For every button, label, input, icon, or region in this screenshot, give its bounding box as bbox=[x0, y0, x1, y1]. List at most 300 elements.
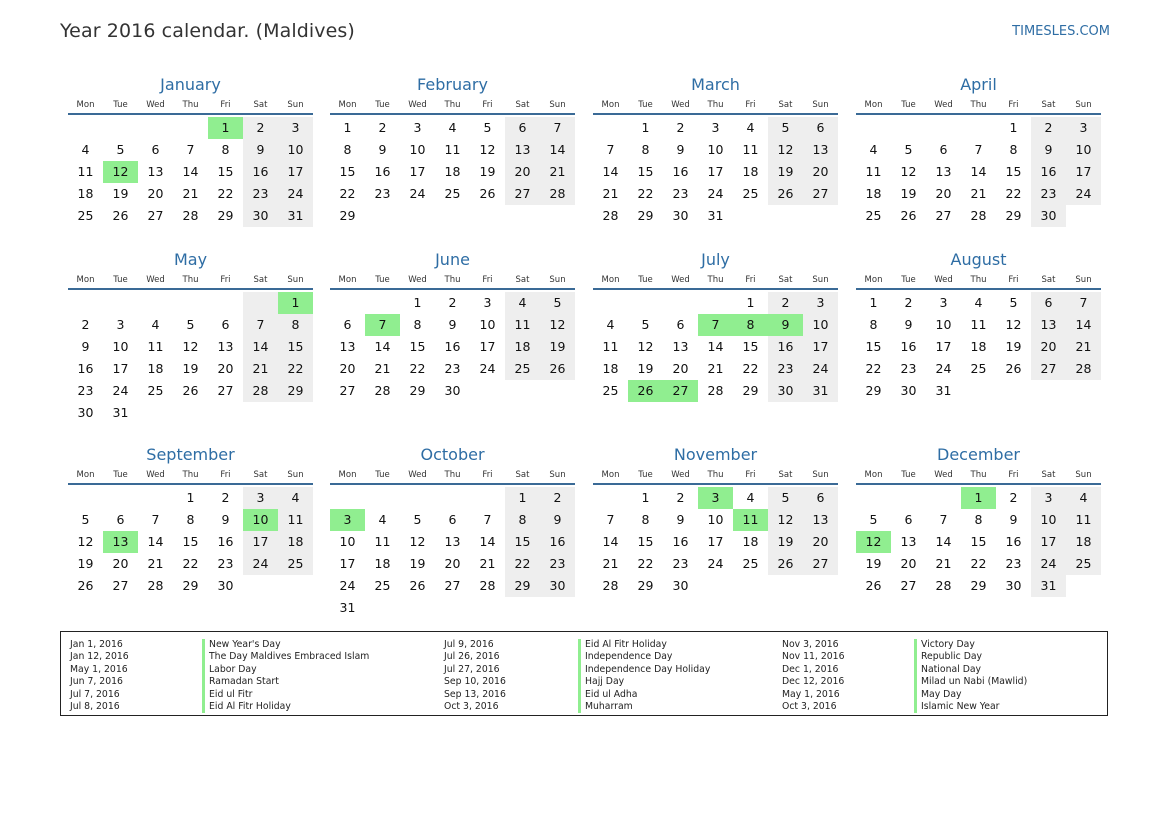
calendar-day[interactable]: 14 bbox=[540, 139, 575, 161]
calendar-day[interactable]: 18 bbox=[742, 534, 759, 549]
calendar-day[interactable]: 12 bbox=[768, 509, 803, 531]
calendar-day[interactable]: 18 bbox=[1066, 531, 1101, 553]
calendar-day[interactable]: 17 bbox=[935, 339, 952, 354]
calendar-day[interactable]: 3 bbox=[243, 487, 278, 509]
calendar-day[interactable]: 19 bbox=[900, 186, 917, 201]
calendar-day[interactable]: 30 bbox=[217, 578, 234, 593]
calendar-day[interactable]: 4 bbox=[1066, 487, 1101, 509]
calendar-day[interactable]: 22 bbox=[742, 361, 759, 376]
calendar-day[interactable]: 21 bbox=[602, 556, 619, 571]
calendar-day[interactable]: 13 bbox=[900, 534, 917, 549]
calendar-day[interactable]: 24 bbox=[707, 556, 724, 571]
calendar-day[interactable]: 12 bbox=[900, 164, 917, 179]
calendar-day[interactable]: 14 bbox=[147, 534, 164, 549]
calendar-day[interactable]: 23 bbox=[900, 361, 917, 376]
calendar-day[interactable]: 11 bbox=[865, 164, 882, 179]
calendar-day[interactable]: 11 bbox=[602, 339, 619, 354]
calendar-day[interactable]: 6 bbox=[221, 317, 230, 332]
calendar-day[interactable]: 21 bbox=[479, 556, 496, 571]
calendar-day[interactable]: 30 bbox=[672, 208, 689, 223]
calendar-day[interactable]: 28 bbox=[602, 578, 619, 593]
calendar-day[interactable]: 11 bbox=[1066, 509, 1101, 531]
calendar-day[interactable]: 12 bbox=[637, 339, 654, 354]
calendar-day[interactable]: 2 bbox=[768, 292, 803, 314]
calendar-day[interactable]: 14 bbox=[243, 336, 278, 358]
calendar-day[interactable]: 1 bbox=[1009, 120, 1018, 135]
calendar-day[interactable]: 29 bbox=[865, 383, 882, 398]
holiday-day[interactable]: 3 bbox=[330, 509, 365, 531]
calendar-day[interactable]: 9 bbox=[243, 139, 278, 161]
calendar-day[interactable]: 22 bbox=[1005, 186, 1022, 201]
calendar-day[interactable]: 13 bbox=[803, 509, 838, 531]
calendar-day[interactable]: 25 bbox=[865, 208, 882, 223]
calendar-day[interactable]: 4 bbox=[974, 295, 983, 310]
calendar-day[interactable]: 15 bbox=[637, 534, 654, 549]
calendar-day[interactable]: 20 bbox=[147, 186, 164, 201]
calendar-day[interactable]: 2 bbox=[1031, 117, 1066, 139]
calendar-day[interactable]: 26 bbox=[77, 578, 94, 593]
calendar-day[interactable]: 28 bbox=[970, 208, 987, 223]
calendar-day[interactable]: 12 bbox=[768, 139, 803, 161]
calendar-day[interactable]: 28 bbox=[540, 183, 575, 205]
calendar-day[interactable]: 6 bbox=[343, 317, 352, 332]
calendar-day[interactable]: 13 bbox=[935, 164, 952, 179]
calendar-day[interactable]: 22 bbox=[970, 556, 987, 571]
calendar-day[interactable]: 9 bbox=[378, 142, 387, 157]
calendar-day[interactable]: 28 bbox=[602, 208, 619, 223]
calendar-day[interactable]: 3 bbox=[116, 317, 125, 332]
holiday-day[interactable]: 1 bbox=[278, 292, 313, 314]
calendar-day[interactable]: 2 bbox=[676, 120, 685, 135]
calendar-day[interactable]: 26 bbox=[768, 553, 803, 575]
calendar-day[interactable]: 17 bbox=[243, 531, 278, 553]
calendar-day[interactable]: 13 bbox=[339, 339, 356, 354]
calendar-day[interactable]: 29 bbox=[637, 208, 654, 223]
calendar-day[interactable]: 26 bbox=[479, 186, 496, 201]
calendar-day[interactable]: 9 bbox=[904, 317, 913, 332]
calendar-day[interactable]: 6 bbox=[505, 117, 540, 139]
calendar-day[interactable]: 20 bbox=[803, 161, 838, 183]
calendar-day[interactable]: 5 bbox=[81, 512, 90, 527]
calendar-day[interactable]: 12 bbox=[1005, 317, 1022, 332]
calendar-day[interactable]: 13 bbox=[217, 339, 234, 354]
calendar-day[interactable]: 5 bbox=[768, 487, 803, 509]
calendar-day[interactable]: 24 bbox=[803, 358, 838, 380]
calendar-day[interactable]: 7 bbox=[1066, 292, 1101, 314]
calendar-day[interactable]: 7 bbox=[974, 142, 983, 157]
calendar-day[interactable]: 7 bbox=[151, 512, 160, 527]
calendar-day[interactable]: 29 bbox=[1005, 208, 1022, 223]
calendar-day[interactable]: 29 bbox=[217, 208, 234, 223]
calendar-day[interactable]: 25 bbox=[602, 383, 619, 398]
calendar-day[interactable]: 30 bbox=[900, 383, 917, 398]
calendar-day[interactable]: 27 bbox=[217, 383, 234, 398]
calendar-day[interactable]: 25 bbox=[505, 358, 540, 380]
calendar-day[interactable]: 11 bbox=[278, 509, 313, 531]
calendar-day[interactable]: 14 bbox=[707, 339, 724, 354]
calendar-day[interactable]: 4 bbox=[505, 292, 540, 314]
calendar-day[interactable]: 8 bbox=[343, 142, 352, 157]
calendar-day[interactable]: 21 bbox=[1066, 336, 1101, 358]
calendar-day[interactable]: 11 bbox=[742, 142, 759, 157]
holiday-day[interactable]: 8 bbox=[733, 314, 768, 336]
calendar-day[interactable]: 19 bbox=[865, 556, 882, 571]
calendar-day[interactable]: 30 bbox=[1005, 578, 1022, 593]
calendar-day[interactable]: 7 bbox=[606, 142, 615, 157]
calendar-day[interactable]: 8 bbox=[641, 142, 650, 157]
calendar-day[interactable]: 9 bbox=[676, 512, 685, 527]
calendar-day[interactable]: 4 bbox=[278, 487, 313, 509]
calendar-day[interactable]: 13 bbox=[803, 139, 838, 161]
calendar-day[interactable]: 27 bbox=[900, 578, 917, 593]
calendar-day[interactable]: 24 bbox=[935, 361, 952, 376]
calendar-day[interactable]: 20 bbox=[1031, 336, 1066, 358]
calendar-day[interactable]: 28 bbox=[1066, 358, 1101, 380]
calendar-day[interactable]: 27 bbox=[112, 578, 129, 593]
calendar-day[interactable]: 11 bbox=[374, 534, 391, 549]
calendar-day[interactable]: 6 bbox=[151, 142, 160, 157]
calendar-day[interactable]: 18 bbox=[278, 531, 313, 553]
calendar-day[interactable]: 28 bbox=[479, 578, 496, 593]
calendar-day[interactable]: 22 bbox=[182, 556, 199, 571]
calendar-day[interactable]: 15 bbox=[1005, 164, 1022, 179]
calendar-day[interactable]: 26 bbox=[409, 578, 426, 593]
calendar-day[interactable]: 11 bbox=[505, 314, 540, 336]
calendar-day[interactable]: 12 bbox=[409, 534, 426, 549]
calendar-day[interactable]: 3 bbox=[803, 292, 838, 314]
holiday-day[interactable]: 7 bbox=[698, 314, 733, 336]
calendar-day[interactable]: 16 bbox=[1031, 161, 1066, 183]
calendar-day[interactable]: 28 bbox=[147, 578, 164, 593]
calendar-day[interactable]: 28 bbox=[243, 380, 278, 402]
calendar-day[interactable]: 2 bbox=[378, 120, 387, 135]
calendar-day[interactable]: 12 bbox=[540, 314, 575, 336]
calendar-day[interactable]: 13 bbox=[147, 164, 164, 179]
calendar-day[interactable]: 30 bbox=[243, 205, 278, 227]
calendar-day[interactable]: 9 bbox=[81, 339, 90, 354]
calendar-day[interactable]: 6 bbox=[116, 512, 125, 527]
calendar-day[interactable]: 23 bbox=[217, 556, 234, 571]
calendar-day[interactable]: 10 bbox=[707, 512, 724, 527]
calendar-day[interactable]: 24 bbox=[409, 186, 426, 201]
calendar-day[interactable]: 15 bbox=[278, 336, 313, 358]
calendar-day[interactable]: 12 bbox=[182, 339, 199, 354]
calendar-day[interactable]: 16 bbox=[540, 531, 575, 553]
calendar-day[interactable]: 11 bbox=[970, 317, 987, 332]
calendar-day[interactable]: 8 bbox=[1009, 142, 1018, 157]
calendar-day[interactable]: 20 bbox=[339, 361, 356, 376]
calendar-day[interactable]: 31 bbox=[112, 405, 129, 420]
calendar-day[interactable]: 23 bbox=[77, 383, 94, 398]
calendar-day[interactable]: 30 bbox=[77, 405, 94, 420]
calendar-day[interactable]: 10 bbox=[1066, 139, 1101, 161]
calendar-day[interactable]: 21 bbox=[243, 358, 278, 380]
calendar-day[interactable]: 29 bbox=[637, 578, 654, 593]
calendar-day[interactable]: 20 bbox=[505, 161, 540, 183]
calendar-day[interactable]: 10 bbox=[479, 317, 496, 332]
calendar-day[interactable]: 15 bbox=[339, 164, 356, 179]
holiday-day[interactable]: 1 bbox=[961, 487, 996, 509]
calendar-day[interactable]: 20 bbox=[444, 556, 461, 571]
calendar-day[interactable]: 26 bbox=[768, 183, 803, 205]
calendar-day[interactable]: 18 bbox=[970, 339, 987, 354]
calendar-day[interactable]: 16 bbox=[217, 534, 234, 549]
calendar-day[interactable]: 1 bbox=[343, 120, 352, 135]
calendar-day[interactable]: 21 bbox=[182, 186, 199, 201]
calendar-day[interactable]: 7 bbox=[483, 512, 492, 527]
calendar-day[interactable]: 5 bbox=[1009, 295, 1018, 310]
calendar-day[interactable]: 31 bbox=[803, 380, 838, 402]
calendar-day[interactable]: 23 bbox=[374, 186, 391, 201]
calendar-day[interactable]: 21 bbox=[540, 161, 575, 183]
calendar-day[interactable]: 1 bbox=[505, 487, 540, 509]
calendar-day[interactable]: 4 bbox=[81, 142, 90, 157]
calendar-day[interactable]: 14 bbox=[182, 164, 199, 179]
calendar-day[interactable]: 27 bbox=[935, 208, 952, 223]
calendar-day[interactable]: 7 bbox=[243, 314, 278, 336]
calendar-day[interactable]: 23 bbox=[444, 361, 461, 376]
calendar-day[interactable]: 18 bbox=[77, 186, 94, 201]
calendar-day[interactable]: 2 bbox=[221, 490, 230, 505]
calendar-day[interactable]: 1 bbox=[186, 490, 195, 505]
calendar-day[interactable]: 24 bbox=[479, 361, 496, 376]
calendar-day[interactable]: 18 bbox=[602, 361, 619, 376]
calendar-day[interactable]: 25 bbox=[147, 383, 164, 398]
calendar-day[interactable]: 3 bbox=[278, 117, 313, 139]
calendar-day[interactable]: 10 bbox=[112, 339, 129, 354]
calendar-day[interactable]: 19 bbox=[540, 336, 575, 358]
calendar-day[interactable]: 14 bbox=[602, 534, 619, 549]
calendar-day[interactable]: 3 bbox=[413, 120, 422, 135]
site-link[interactable]: TIMESLES.COM bbox=[1012, 24, 1110, 39]
calendar-day[interactable]: 7 bbox=[606, 512, 615, 527]
calendar-day[interactable]: 5 bbox=[186, 317, 195, 332]
calendar-day[interactable]: 16 bbox=[768, 336, 803, 358]
calendar-day[interactable]: 18 bbox=[374, 556, 391, 571]
calendar-day[interactable]: 5 bbox=[904, 142, 913, 157]
calendar-day[interactable]: 20 bbox=[217, 361, 234, 376]
calendar-day[interactable]: 17 bbox=[479, 339, 496, 354]
calendar-day[interactable]: 27 bbox=[803, 553, 838, 575]
calendar-day[interactable]: 23 bbox=[1031, 183, 1066, 205]
calendar-day[interactable]: 22 bbox=[339, 186, 356, 201]
calendar-day[interactable]: 4 bbox=[448, 120, 457, 135]
calendar-day[interactable]: 16 bbox=[672, 164, 689, 179]
calendar-day[interactable]: 14 bbox=[1066, 314, 1101, 336]
calendar-day[interactable]: 19 bbox=[768, 531, 803, 553]
calendar-day[interactable]: 6 bbox=[939, 142, 948, 157]
calendar-day[interactable]: 19 bbox=[637, 361, 654, 376]
holiday-day[interactable]: 12 bbox=[103, 161, 138, 183]
calendar-day[interactable]: 3 bbox=[711, 120, 720, 135]
calendar-day[interactable]: 21 bbox=[602, 186, 619, 201]
calendar-day[interactable]: 25 bbox=[742, 556, 759, 571]
calendar-day[interactable]: 31 bbox=[935, 383, 952, 398]
calendar-day[interactable]: 28 bbox=[935, 578, 952, 593]
calendar-day[interactable]: 24 bbox=[339, 578, 356, 593]
calendar-day[interactable]: 30 bbox=[1031, 205, 1066, 227]
calendar-day[interactable]: 3 bbox=[939, 295, 948, 310]
calendar-day[interactable]: 29 bbox=[742, 383, 759, 398]
calendar-day[interactable]: 13 bbox=[444, 534, 461, 549]
calendar-day[interactable]: 8 bbox=[186, 512, 195, 527]
calendar-day[interactable]: 3 bbox=[1031, 487, 1066, 509]
calendar-day[interactable]: 27 bbox=[803, 183, 838, 205]
calendar-day[interactable]: 16 bbox=[243, 161, 278, 183]
calendar-day[interactable]: 18 bbox=[147, 361, 164, 376]
calendar-day[interactable]: 26 bbox=[900, 208, 917, 223]
calendar-day[interactable]: 22 bbox=[637, 556, 654, 571]
calendar-day[interactable]: 19 bbox=[77, 556, 94, 571]
calendar-day[interactable]: 30 bbox=[672, 578, 689, 593]
calendar-day[interactable]: 16 bbox=[672, 534, 689, 549]
calendar-day[interactable]: 27 bbox=[147, 208, 164, 223]
calendar-day[interactable]: 17 bbox=[278, 161, 313, 183]
calendar-day[interactable]: 27 bbox=[339, 383, 356, 398]
calendar-day[interactable]: 26 bbox=[540, 358, 575, 380]
calendar-day[interactable]: 13 bbox=[505, 139, 540, 161]
calendar-day[interactable]: 9 bbox=[540, 509, 575, 531]
calendar-day[interactable]: 18 bbox=[742, 164, 759, 179]
calendar-day[interactable]: 15 bbox=[409, 339, 426, 354]
calendar-day[interactable]: 19 bbox=[768, 161, 803, 183]
calendar-day[interactable]: 2 bbox=[243, 117, 278, 139]
calendar-day[interactable]: 18 bbox=[865, 186, 882, 201]
calendar-day[interactable]: 17 bbox=[112, 361, 129, 376]
calendar-day[interactable]: 22 bbox=[278, 358, 313, 380]
calendar-day[interactable]: 6 bbox=[904, 512, 913, 527]
calendar-day[interactable]: 12 bbox=[77, 534, 94, 549]
calendar-day[interactable]: 22 bbox=[409, 361, 426, 376]
calendar-day[interactable]: 15 bbox=[970, 534, 987, 549]
calendar-day[interactable]: 11 bbox=[444, 142, 461, 157]
calendar-day[interactable]: 25 bbox=[77, 208, 94, 223]
calendar-day[interactable]: 11 bbox=[77, 164, 94, 179]
calendar-day[interactable]: 10 bbox=[409, 142, 426, 157]
calendar-day[interactable]: 28 bbox=[182, 208, 199, 223]
calendar-day[interactable]: 6 bbox=[803, 117, 838, 139]
calendar-day[interactable]: 24 bbox=[707, 186, 724, 201]
calendar-day[interactable]: 9 bbox=[221, 512, 230, 527]
calendar-day[interactable]: 2 bbox=[676, 490, 685, 505]
calendar-day[interactable]: 29 bbox=[970, 578, 987, 593]
calendar-day[interactable]: 25 bbox=[742, 186, 759, 201]
calendar-day[interactable]: 9 bbox=[1009, 512, 1018, 527]
calendar-day[interactable]: 26 bbox=[865, 578, 882, 593]
calendar-day[interactable]: 17 bbox=[707, 534, 724, 549]
calendar-day[interactable]: 16 bbox=[77, 361, 94, 376]
calendar-day[interactable]: 4 bbox=[151, 317, 160, 332]
calendar-day[interactable]: 20 bbox=[803, 531, 838, 553]
calendar-day[interactable]: 20 bbox=[935, 186, 952, 201]
calendar-day[interactable]: 30 bbox=[444, 383, 461, 398]
calendar-day[interactable]: 9 bbox=[448, 317, 457, 332]
calendar-day[interactable]: 22 bbox=[505, 553, 540, 575]
calendar-day[interactable]: 15 bbox=[505, 531, 540, 553]
calendar-day[interactable]: 4 bbox=[378, 512, 387, 527]
calendar-day[interactable]: 15 bbox=[217, 164, 234, 179]
holiday-day[interactable]: 3 bbox=[698, 487, 733, 509]
calendar-day[interactable]: 2 bbox=[540, 487, 575, 509]
calendar-day[interactable]: 4 bbox=[746, 490, 755, 505]
calendar-day[interactable]: 5 bbox=[641, 317, 650, 332]
calendar-day[interactable]: 10 bbox=[1031, 509, 1066, 531]
calendar-day[interactable]: 14 bbox=[479, 534, 496, 549]
calendar-day[interactable]: 19 bbox=[1005, 339, 1022, 354]
calendar-day[interactable]: 17 bbox=[803, 336, 838, 358]
calendar-day[interactable]: 27 bbox=[505, 183, 540, 205]
calendar-day[interactable]: 9 bbox=[1031, 139, 1066, 161]
holiday-day[interactable]: 11 bbox=[733, 509, 768, 531]
calendar-day[interactable]: 24 bbox=[112, 383, 129, 398]
calendar-day[interactable]: 4 bbox=[746, 120, 755, 135]
calendar-day[interactable]: 24 bbox=[278, 183, 313, 205]
calendar-day[interactable]: 25 bbox=[1066, 553, 1101, 575]
calendar-day[interactable]: 5 bbox=[483, 120, 492, 135]
calendar-day[interactable]: 13 bbox=[672, 339, 689, 354]
calendar-day[interactable]: 5 bbox=[869, 512, 878, 527]
calendar-day[interactable]: 1 bbox=[746, 295, 755, 310]
calendar-day[interactable]: 22 bbox=[865, 361, 882, 376]
calendar-day[interactable]: 21 bbox=[147, 556, 164, 571]
calendar-day[interactable]: 29 bbox=[505, 575, 540, 597]
calendar-day[interactable]: 22 bbox=[637, 186, 654, 201]
calendar-day[interactable]: 6 bbox=[803, 487, 838, 509]
calendar-day[interactable]: 6 bbox=[448, 512, 457, 527]
holiday-day[interactable]: 1 bbox=[208, 117, 243, 139]
calendar-day[interactable]: 1 bbox=[641, 490, 650, 505]
calendar-day[interactable]: 5 bbox=[413, 512, 422, 527]
calendar-day[interactable]: 15 bbox=[865, 339, 882, 354]
calendar-day[interactable]: 15 bbox=[637, 164, 654, 179]
calendar-day[interactable]: 7 bbox=[540, 117, 575, 139]
calendar-day[interactable]: 29 bbox=[182, 578, 199, 593]
calendar-day[interactable]: 16 bbox=[444, 339, 461, 354]
calendar-day[interactable]: 21 bbox=[374, 361, 391, 376]
calendar-day[interactable]: 4 bbox=[606, 317, 615, 332]
calendar-day[interactable]: 23 bbox=[768, 358, 803, 380]
calendar-day[interactable]: 30 bbox=[540, 575, 575, 597]
calendar-day[interactable]: 25 bbox=[444, 186, 461, 201]
calendar-day[interactable]: 19 bbox=[112, 186, 129, 201]
calendar-day[interactable]: 8 bbox=[221, 142, 230, 157]
calendar-day[interactable]: 24 bbox=[243, 553, 278, 575]
calendar-day[interactable]: 20 bbox=[112, 556, 129, 571]
calendar-day[interactable]: 16 bbox=[1005, 534, 1022, 549]
calendar-day[interactable]: 27 bbox=[1031, 358, 1066, 380]
calendar-day[interactable]: 8 bbox=[278, 314, 313, 336]
calendar-day[interactable]: 8 bbox=[974, 512, 983, 527]
calendar-day[interactable]: 7 bbox=[186, 142, 195, 157]
calendar-day[interactable]: 24 bbox=[1031, 553, 1066, 575]
calendar-day[interactable]: 23 bbox=[540, 553, 575, 575]
calendar-day[interactable]: 8 bbox=[641, 512, 650, 527]
calendar-day[interactable]: 23 bbox=[672, 556, 689, 571]
calendar-day[interactable]: 14 bbox=[935, 534, 952, 549]
calendar-day[interactable]: 10 bbox=[935, 317, 952, 332]
calendar-day[interactable]: 2 bbox=[81, 317, 90, 332]
calendar-day[interactable]: 17 bbox=[339, 556, 356, 571]
calendar-day[interactable]: 28 bbox=[707, 383, 724, 398]
calendar-day[interactable]: 19 bbox=[409, 556, 426, 571]
calendar-day[interactable]: 20 bbox=[672, 361, 689, 376]
calendar-day[interactable]: 16 bbox=[900, 339, 917, 354]
calendar-day[interactable]: 23 bbox=[243, 183, 278, 205]
calendar-day[interactable]: 2 bbox=[1009, 490, 1018, 505]
calendar-day[interactable]: 28 bbox=[374, 383, 391, 398]
calendar-day[interactable]: 8 bbox=[413, 317, 422, 332]
holiday-day[interactable]: 13 bbox=[103, 531, 138, 553]
